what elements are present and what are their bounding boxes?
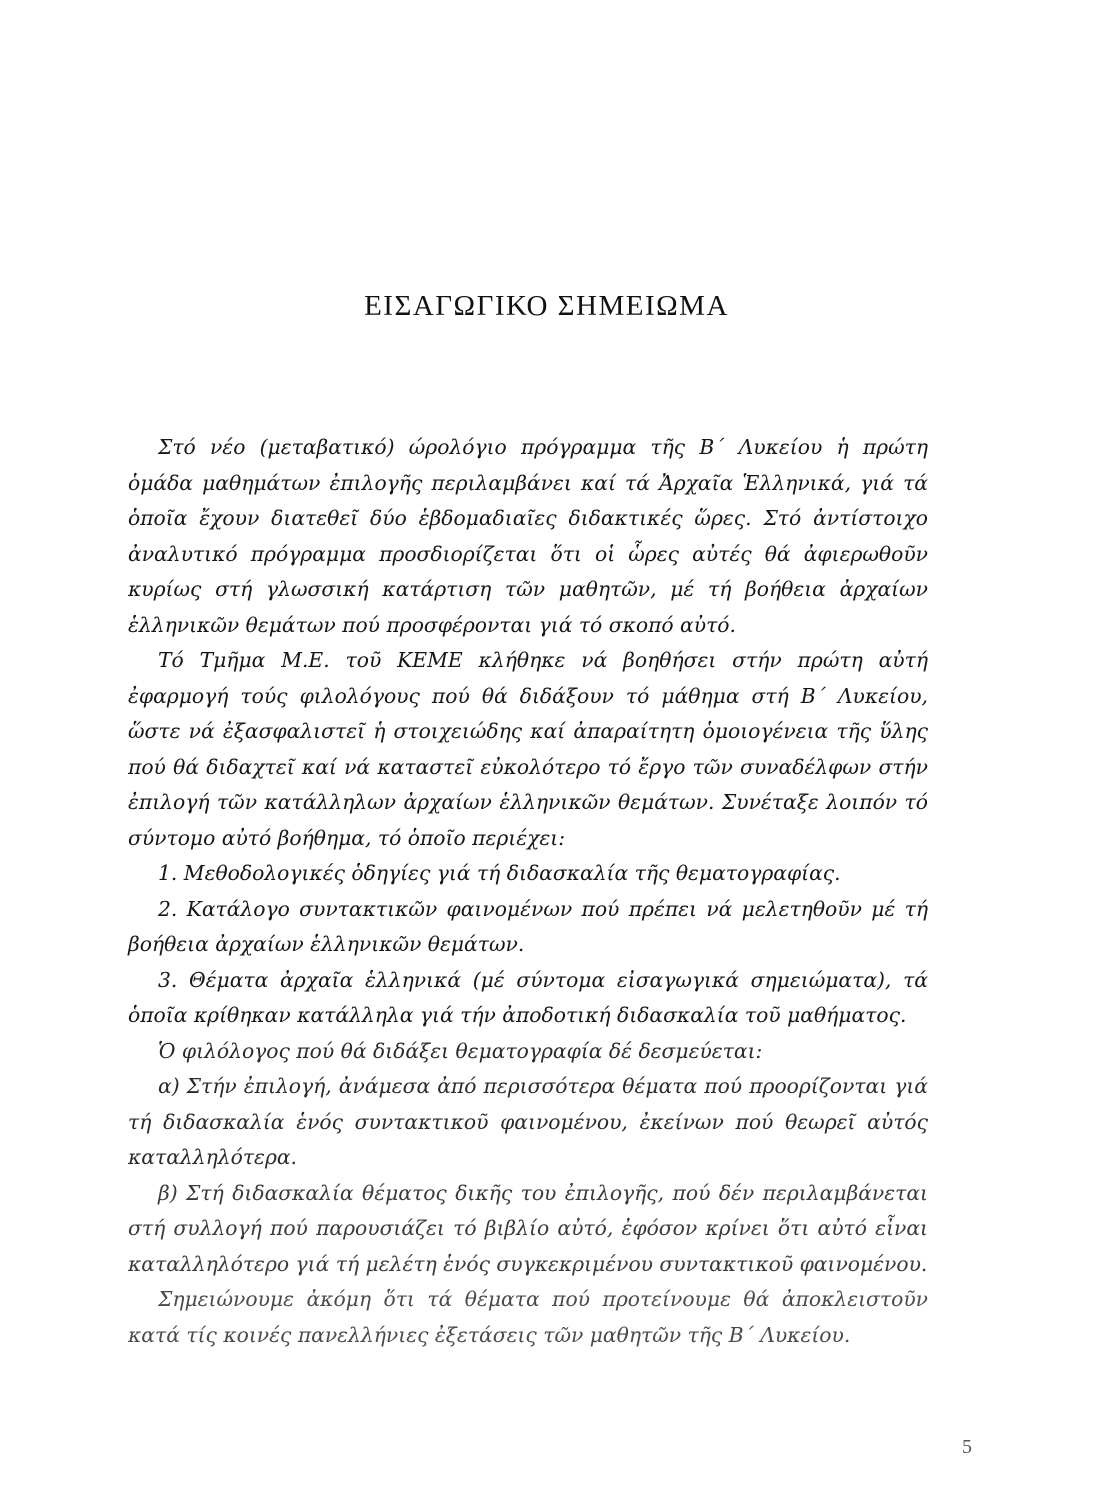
page-title: ΕΙΣΑΓΩΓΙΚΟ ΣΗΜΕΙΩΜΑ (364, 290, 729, 322)
list-item-1: 1. Μεθοδολογικές ὁδηγίες γιά τή διδασκαλία τῆς θεματογραφίας. (158, 861, 841, 885)
page-number: 5 (962, 1436, 972, 1458)
paragraph-philologist: Ὁ φιλόλογος πού θά διδάξει θεματογραφία δέ δεσμεύεται: (158, 1038, 763, 1063)
paragraph-keme: Τό Τμῆμα Μ.Ε. τοῦ ΚΕΜΕ κλήθηκε νά βοηθήσει στήν πρώτη αὐτή ἐφαρμογή τούς φιλολόγους πού θά διδάξουν τό μάθημα στή Β΄ Λυκείου, ὥστε νά ἐξασφαλιστεῖ ἡ στοιχειώδης καί ἀπαραίτητη ὁμοιογένεια τῆς ὕλης πού θά διδαχτεῖ καί νά καταστεῖ εὐκολότερο τό ἔργο τῶν συναδέλφων στήν ἐπιλογή τῶν κατάλληλων ἀρχαίων ἑλληνικῶν θεμάτων. Συνέταξε λοιπόν τό σύντομο αὐτό βοήθημα, τό ὁποῖο περιέχει: (128, 648, 928, 850)
point-a: α) Στήν ἐπιλογή, ἀνάμεσα ἀπό περισσότερα θέματα πού προορίζονται γιά τή διδασκαλία ἑνός συντακτικοῦ φαινομένου, ἐκείνων πού θεωρεῖ αὐτός καταλληλότερα. (128, 1074, 928, 1169)
paragraph-intro: Στό νέο (μεταβατικό) ώρολόγιο πρόγραμμα τῆς Β΄ Λυκείου ἡ πρώτη ὁμάδα μαθημάτων ἐπιλογῆς περιλαμβάνει καί τά Ἀρχαῖα Ἑλληνικά, γιά τά ὁποῖα ἔχουν διατεθεῖ δύο ἑβδομαδιαῖες διδακτικές ὥρες. Στό ἀντίστοιχο ἀναλυτικό πρόγραμμα προσδιορίζεται ὅτι οἱ ὧρες αὐτές θά ἀφιερωθοῦν κυρίως στή γλωσσική κατάρτιση τῶν μαθητῶν, μέ τή βοήθεια ἀρχαίων ἑλληνικῶν θεμάτων πού προσφέρονται γιά τό σκοπό αὐτό. (128, 435, 928, 637)
list-item-3: 3. Θέματα ἀρχαῖα ἑλληνικά (μέ σύντομα εἰσαγωγικά σημειώματα), τά ὁποῖα κρίθηκαν κατάλληλα γιά τήν ἀποδοτική διδασκαλία τοῦ μαθήματος. (128, 967, 928, 1027)
paragraph-note: Σημειώνουμε ἀκόμη ὅτι τά θέματα πού προτείνουμε θά ἀποκλειστοῦν κατά τίς κοινές πανελλήνιες ἐξετάσεις τῶν μαθητῶν τῆς Β΄ Λυκείου. (128, 1287, 928, 1347)
list-item-2: 2. Κατάλογο συντακτικῶν φαινομένων πού πρέπει νά μελετηθοῦν μέ τή βοήθεια ἀρχαίων ἑλληνικῶν θεμάτων. (128, 896, 928, 956)
body-text (128, 430, 928, 1353)
point-b: β) Στή διδασκαλία θέματος δικῆς του ἐπιλογῆς, πού δέν περιλαμβάνεται στή συλλογή πού παρουσιάζει τό βιβλίο αὐτό, ἐφόσον κρίνει ὅτι αὐτό εἶναι καταλληλότερο γιά τή μελέτη ἑνός συγκεκριμένου συντακτικοῦ φαινομένου. (128, 1180, 928, 1276)
